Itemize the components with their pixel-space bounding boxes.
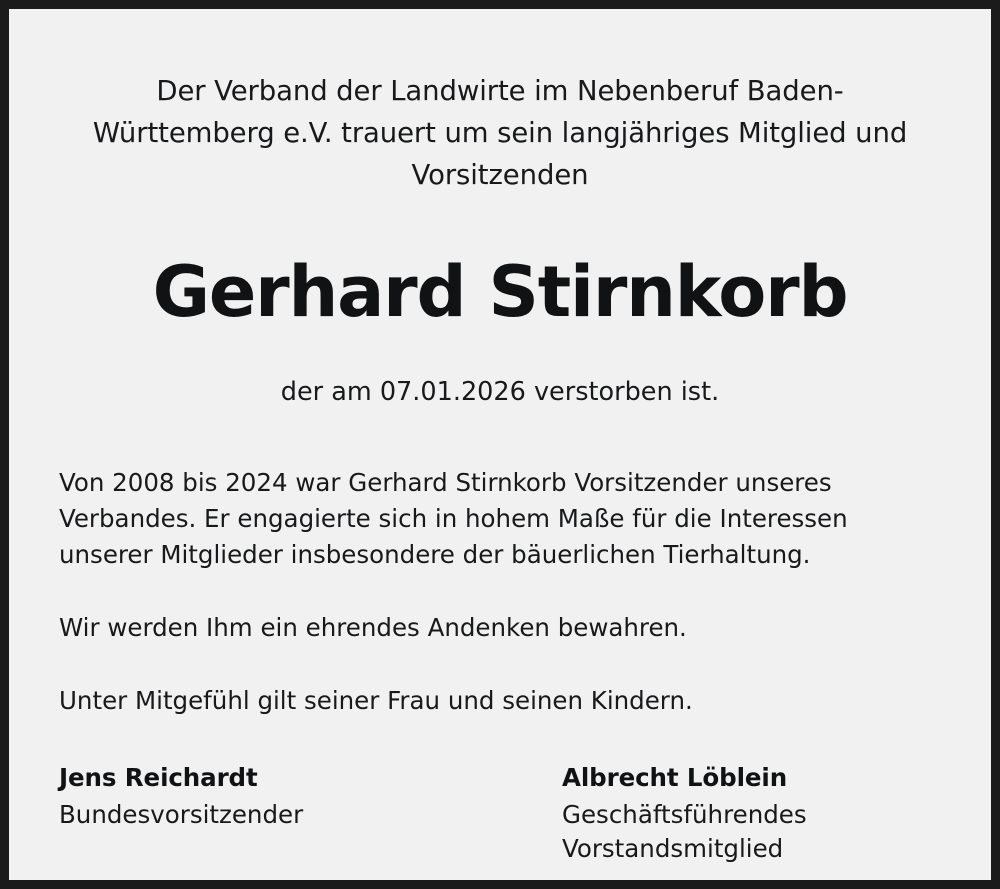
notice-paragraph-1: Von 2008 bis 2024 war Gerhard Stirnkorb Vorsitzender unseres Verbandes. Er engagierte sich in hohem Maße für die Interessen unserer Mitglieder insbesondere der bäuerlichen Tierhaltung. [59,467,848,569]
signatory-left-name: Jens Reichardt [59,762,258,792]
signatory-right-role: Geschäftsführendes Vorstandsmitglied [562,799,807,863]
signatory-right [500,763,943,866]
notice-intro-text: Der Verband der Landwirte im Nebenberuf Baden-Württemberg e.V. trauert um sein langjähriges Mitglied und Vorsitzenden [92,75,908,191]
notice-body [57,465,943,719]
signatories [57,763,943,866]
death-date-line: der am 07.01.2026 verstorben ist. [280,376,720,407]
signatory-right-name: Albrecht Löblein [562,762,788,792]
signatory-left-role: Bundesvorsitzender [59,799,304,829]
signatory-left [57,763,500,832]
notice-paragraph-3: Unter Mitgefühl gilt seiner Frau und seinen Kindern. [59,685,693,715]
deceased-name: Gerhard Stirnkorb [152,251,848,334]
notice-paragraph-2: Wir werden Ihm ein ehrendes Andenken bewahren. [59,612,687,642]
